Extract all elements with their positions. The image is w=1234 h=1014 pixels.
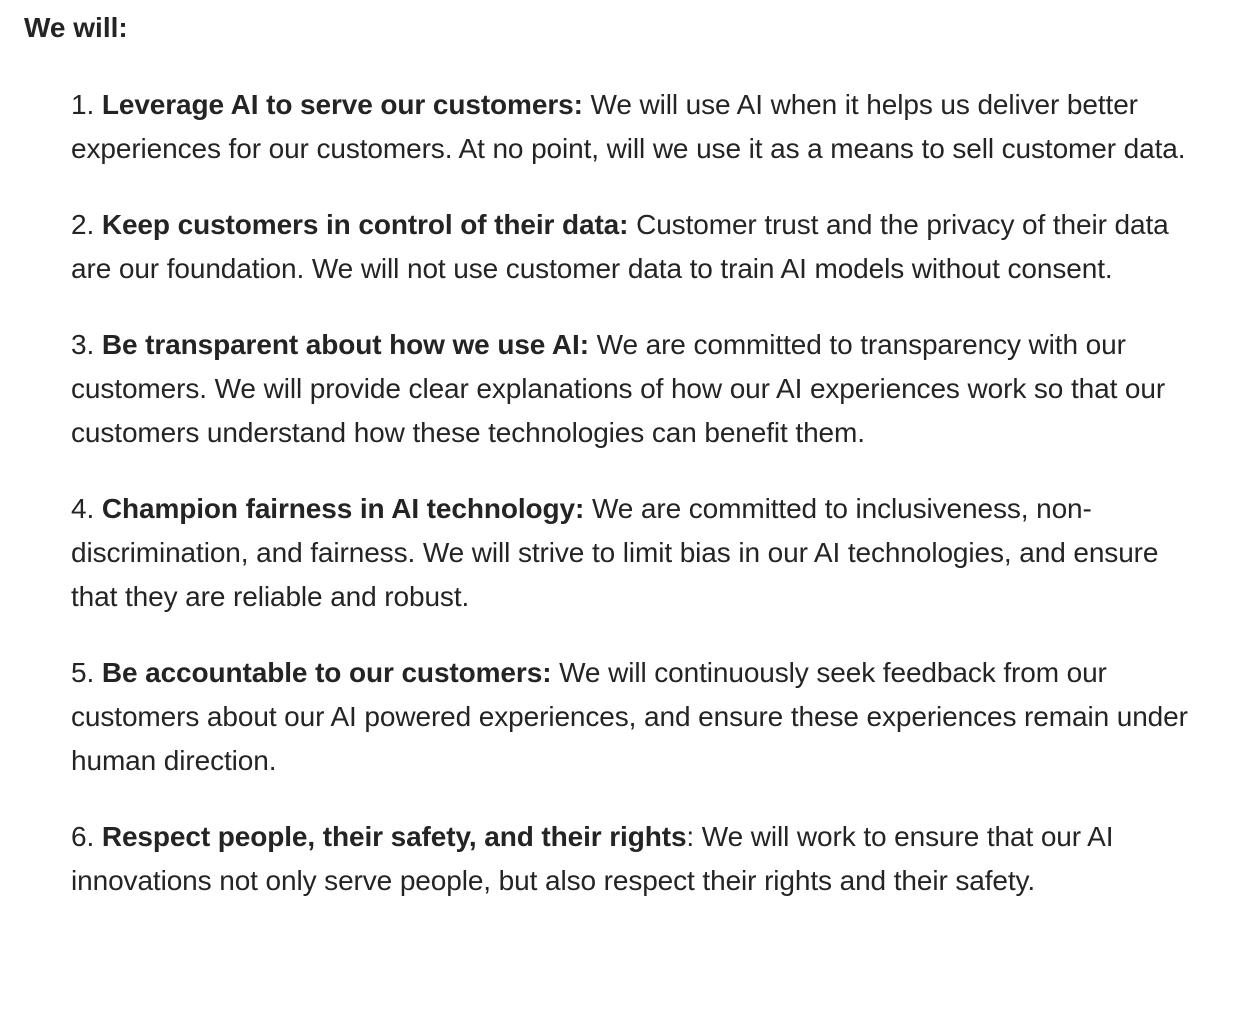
item-title: Champion fairness in AI technology [101, 493, 576, 524]
item-separator: : [619, 209, 629, 240]
item-separator: : [542, 657, 552, 688]
item-body: We are committed to transparency with our customers. We will provide clear explanations of how our AI experiences work so that our customers understand how these technologies can benefit them. [71, 329, 1166, 448]
item-title: Keep customers in control of their data [101, 209, 620, 240]
item-number: 6. [71, 821, 95, 852]
item-number: 2. [71, 209, 95, 240]
item-title: Be accountable to our customers [101, 657, 543, 688]
list-item [71, 487, 1211, 619]
list-item [71, 83, 1211, 171]
item-body: We are committed to inclusiveness, non-discrimination, and fairness. We will strive to limit bias in our AI technologies, and ensure that they are reliable and robust. [71, 493, 1159, 612]
item-separator: : [573, 89, 583, 120]
list-item [71, 815, 1211, 903]
item-number: 5. [71, 657, 95, 688]
item-number: 4. [71, 493, 95, 524]
commitments-list [71, 83, 1211, 903]
item-separator: : [575, 493, 585, 524]
item-number: 3. [71, 329, 95, 360]
item-title: Leverage AI to serve our customers [101, 89, 574, 120]
list-item [71, 203, 1211, 291]
item-body: Customer trust and the privacy of their data are our foundation. We will not use customer data to train AI models without consent. [71, 209, 1169, 284]
item-separator: : [686, 821, 695, 852]
item-separator: : [579, 329, 589, 360]
section-heading: We will: [24, 12, 128, 43]
item-body: We will continuously seek feedback from our customers about our AI powered experiences, and ensure these experiences remain under human direction. [71, 657, 1188, 776]
item-body: We will work to ensure that our AI innovations not only serve people, but also respect their rights and their safety. [71, 821, 1114, 896]
item-title: Be transparent about how we use AI [101, 329, 580, 360]
item-body: We will use AI when it helps us deliver better experiences for our customers. At no point, will we use it as a means to sell customer data. [71, 89, 1186, 164]
item-title: Respect people, their safety, and their rights [101, 821, 687, 852]
list-item [71, 323, 1211, 455]
list-item [71, 651, 1211, 783]
item-number: 1. [71, 89, 95, 120]
